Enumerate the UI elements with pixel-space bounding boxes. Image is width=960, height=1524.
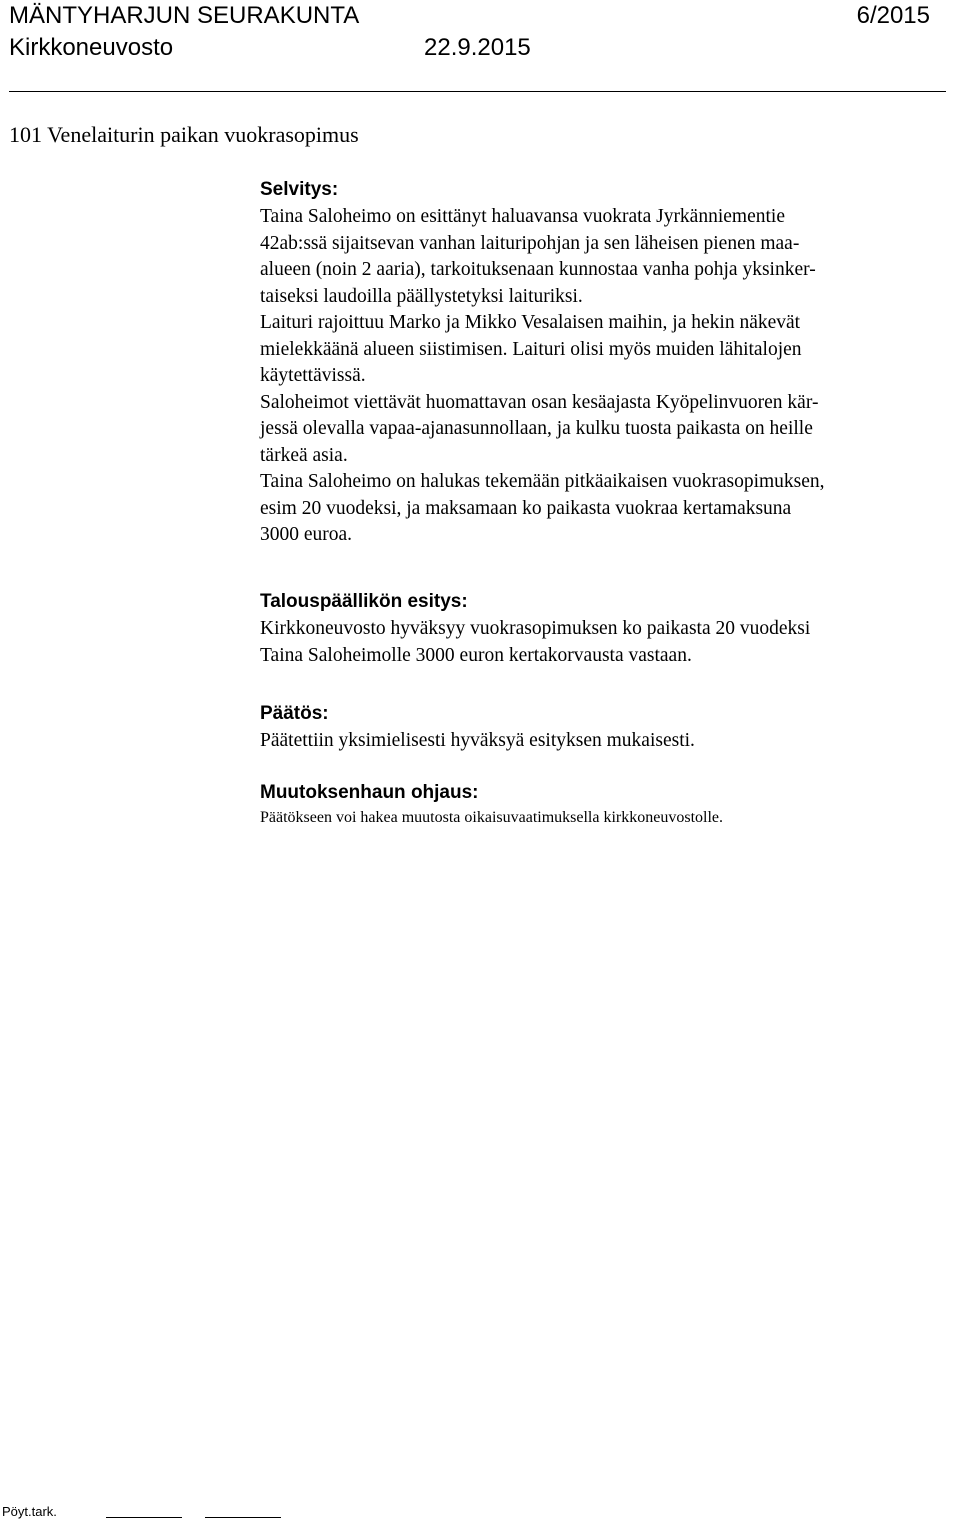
esitys-heading: Talouspäällikön esitys: — [260, 591, 468, 612]
signature-line — [205, 1517, 281, 1518]
selvitys-section — [260, 176, 950, 549]
muutoksenhaku-section — [260, 779, 950, 829]
selvitys-line: 42ab:ssä sijaitsevan vanhan laituripohjan ja sen läheisen pienen maa- — [260, 232, 800, 254]
footer-label: Pöyt.tark. — [2, 1504, 57, 1519]
selvitys-line: esim 20 vuodeksi, ja maksamaan ko paikasta vuokraa kertamaksuna — [260, 497, 792, 519]
signature-line — [106, 1517, 182, 1518]
issue-number: 6/2015 — [856, 2, 930, 29]
muutoksenhaku-text: Päätökseen voi hakea muutosta oikaisuvaatimuksella kirkkoneuvostolle. — [260, 809, 724, 826]
selvitys-line: käytettävissä. — [260, 365, 366, 386]
selvitys-line: jessä olevalla vapaa-ajanasunnollaan, ja kulku tuosta paikasta on heille — [260, 418, 813, 439]
selvitys-line: alueen (noin 2 aaria), tarkoituksenaan kunnostaa vanha pohja yksinker- — [260, 259, 816, 280]
meeting-date: 22.9.2015 — [424, 34, 531, 61]
paatos-heading: Päätös: — [260, 703, 329, 724]
meeting-body: Kirkkoneuvosto — [9, 34, 174, 61]
selvitys-line: tärkeä asia. — [260, 444, 348, 466]
esitys-line: Taina Saloheimolle 3000 euron kertakorvausta vastaan. — [260, 644, 692, 666]
paatos-section — [260, 700, 950, 755]
header-divider — [9, 91, 946, 92]
selvitys-line: 3000 euroa. — [260, 524, 353, 545]
selvitys-line: Laituri rajoittuu Marko ja Mikko Vesalaisen maihin, ja hekin näkevät — [260, 312, 801, 333]
selvitys-heading: Selvitys: — [260, 179, 339, 200]
selvitys-line: Taina Saloheimo on esittänyt haluavansa vuokrata Jyrkänniementie — [260, 206, 785, 227]
muutoksenhaku-heading: Muutoksenhaun ohjaus: — [260, 782, 479, 803]
selvitys-line: mielekkäänä alueen siistimisen. Laituri olisi myös muiden lähitalojen — [260, 338, 802, 360]
esitys-line: Kirkkoneuvosto hyväksyy vuokrasopimuksen ko paikasta 20 vuodeksi — [260, 618, 811, 639]
item-title: 101 Venelaiturin paikan vuokrasopimus — [9, 122, 359, 147]
selvitys-line: taiseksi laudoilla päällystetyksi laituriksi. — [260, 285, 583, 307]
organization-name: MÄNTYHARJUN SEURAKUNTA — [9, 2, 360, 29]
esitys-section — [260, 588, 950, 669]
selvitys-line: Saloheimot viettävät huomattavan osan kesäajasta Kyöpelinvuoren kär- — [260, 391, 819, 413]
selvitys-line: Taina Saloheimo on halukas tekemään pitkäaikaisen vuokrasopimuksen, — [260, 471, 825, 492]
paatos-line: Päätettiin yksimielisesti hyväksyä esityksen mukaisesti. — [260, 730, 695, 751]
